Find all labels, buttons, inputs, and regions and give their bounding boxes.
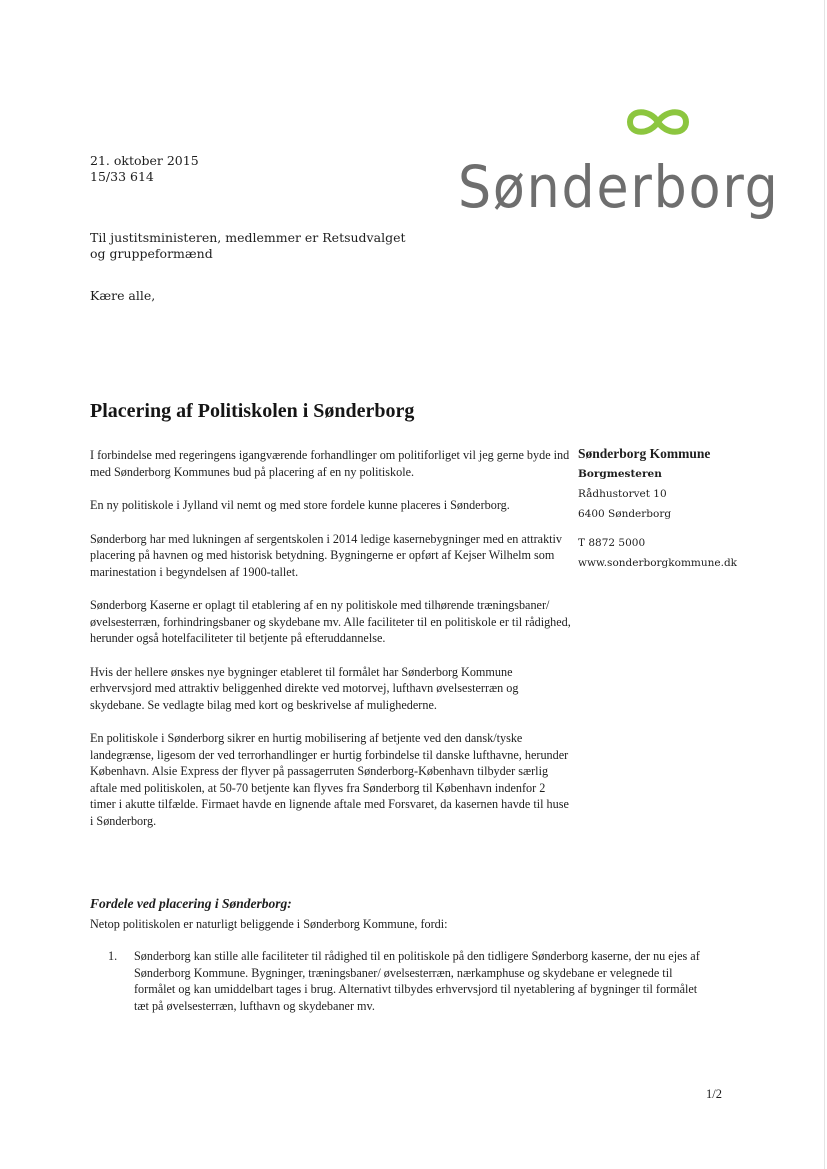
logo-wordmark: Sønderborg (458, 153, 780, 221)
recipient-block (90, 230, 406, 262)
letter-meta (90, 153, 199, 185)
sender-name: Sønderborg Kommune (578, 446, 711, 461)
list-text: Sønderborg kan stille alle faciliteter til rådighed til en politiskole på den tidligere Sønderborg kaserne, der nu ejes af Sønderborg Kommune. Bygninger, træningsbaner/ øvelsesterræn, nærkamphuse og skydebane er velegnede til formålet og kan umiddelbart tages i brug. Alternativt tilbydes erhvervsjord til nyetablering af bygninger til formålet tæt på øvelsesterræn, lufthavn og skydebaner mv. (134, 949, 700, 1013)
section-subheading: Fordele ved placering i Sønderborg: (90, 896, 292, 911)
sender-block (578, 446, 778, 577)
letter-reference: 15/33 614 (90, 169, 154, 184)
sender-phone: T 8872 5000 (578, 537, 646, 549)
page-number: 1/2 (706, 1087, 722, 1101)
body-paragraph: Hvis der hellere ønskes nye bygninger etableret til formålet har Sønderborg Kommune erhvervsjord med attraktiv beliggenhed direkte ved motorvej, lufthavn øvelsesterræn og skydebane. Se vedlagte bilag med kort og beskrivelse af mulighederne. (90, 664, 519, 712)
letter-headline: Placering af Politiskolen i Sønderborg (90, 400, 415, 422)
greeting: Kære alle, (90, 288, 156, 303)
section-intro: Netop politiskolen er naturligt beliggende i Sønderborg Kommune, fordi: (90, 917, 448, 931)
infinity-icon (624, 101, 692, 147)
body-paragraph: Sønderborg Kaserne er oplagt til etablering af en ny politiskole med tilhørende træningsbaner/øvelsesterræn, forhindringsbaner og skydebane mv. Alle faciliteter til en politiskole er til rådighed, herunder også hotelfaciliteter til betjente på efteruddannelse. (90, 598, 571, 645)
body-paragraph: En ny politiskole i Jylland vil nemt og med store fordele kunne placeres i Sønderborg. (90, 498, 510, 512)
recipient-line: Til justitsministeren, medlemmer er Retsudvalget (90, 230, 406, 245)
list-number: 1. (108, 949, 118, 963)
letter-body (90, 447, 572, 846)
body-paragraph: I forbindelse med regeringens igangværende forhandlinger om politiforliget vil jeg gerne byde ind med Sønderborg Kommunes bud på placering af en ny politiskole. (90, 448, 570, 479)
body-paragraph: Sønderborg har med lukningen af sergentskolen i 2014 ledige kasernebygninger med en attraktiv placering på havnen og med historisk betydning. Bygningerne er opført af Kejser Wilhelm som marinestation i begyndelsen af 1900-tallet. (90, 531, 563, 579)
scan-edge (824, 0, 825, 1169)
list-item (108, 948, 708, 1014)
sender-website: www.sonderborgkommune.dk (578, 557, 738, 569)
sender-postal: 6400 Sønderborg (578, 508, 672, 520)
advantages-list (108, 948, 708, 1014)
sender-address: Rådhustorvet 10 (578, 488, 667, 500)
sender-role: Borgmesteren (578, 468, 662, 480)
body-paragraph: En politiskole i Sønderborg sikrer en hurtig mobilisering af betjente ved den dansk/tyske landegrænse, ligesom der ved terrorhandlinger er hurtig forbindelse til danske lufthavne, herunder København. Alsie Express der flyver på passagerruten Sønderborg-København tilbyder særlig aftale med politiskolen, at 50-70 betjente kan flyves fra Sønderborg til København indenfor 2 timer i akutte tilfælde. Firmaet havde en lignende aftale med Forsvaret, da kasernen havde til huse i Sønderborg. (90, 731, 569, 828)
letter-date: 21. oktober 2015 (90, 153, 199, 168)
recipient-line: og gruppeformænd (90, 246, 213, 261)
